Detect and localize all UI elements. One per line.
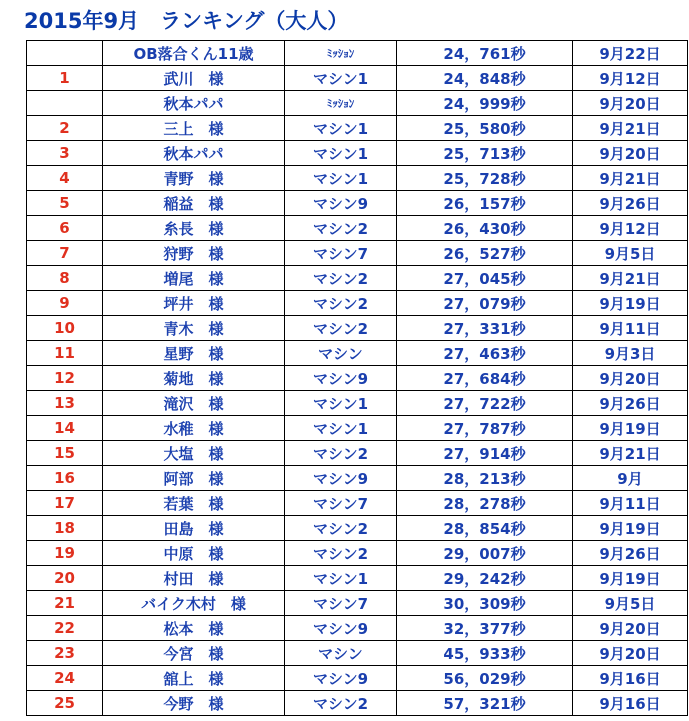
machine-cell: マシン1: [285, 141, 397, 166]
time-cell: 26，157秒: [397, 191, 573, 216]
name-cell: 糸長 様: [103, 216, 285, 241]
name-cell: 三上 様: [103, 116, 285, 141]
rank-cell: [27, 91, 103, 116]
machine-cell: マシン1: [285, 66, 397, 91]
name-cell: 青野 様: [103, 166, 285, 191]
table-row: [27, 366, 688, 391]
name-cell: 青木 様: [103, 316, 285, 341]
machine-cell: マシン: [285, 641, 397, 666]
date-cell: 9月11日: [573, 316, 688, 341]
date-cell: 9月21日: [573, 166, 688, 191]
time-cell: 32，377秒: [397, 616, 573, 641]
name-cell: 秋本パパ: [103, 141, 285, 166]
table-row: [27, 466, 688, 491]
rank-cell: 19: [27, 541, 103, 566]
date-cell: 9月20日: [573, 641, 688, 666]
name-cell: 増尾 様: [103, 266, 285, 291]
name-cell: 大塩 様: [103, 441, 285, 466]
table-row: [27, 91, 688, 116]
date-cell: 9月20日: [573, 616, 688, 641]
table-row: [27, 566, 688, 591]
time-cell: 57，321秒: [397, 691, 573, 716]
ranking-table: [26, 40, 688, 716]
name-cell: 若葉 様: [103, 491, 285, 516]
machine-cell: マシン2: [285, 216, 397, 241]
rank-cell: 13: [27, 391, 103, 416]
time-cell: 27，914秒: [397, 441, 573, 466]
name-cell: 狩野 様: [103, 241, 285, 266]
time-cell: 27，722秒: [397, 391, 573, 416]
date-cell: 9月5日: [573, 241, 688, 266]
time-cell: 28，213秒: [397, 466, 573, 491]
time-cell: 26，527秒: [397, 241, 573, 266]
date-cell: 9月26日: [573, 191, 688, 216]
date-cell: 9月19日: [573, 516, 688, 541]
rank-cell: 6: [27, 216, 103, 241]
date-cell: 9月16日: [573, 691, 688, 716]
rank-cell: 18: [27, 516, 103, 541]
date-cell: 9月21日: [573, 441, 688, 466]
date-cell: 9月21日: [573, 116, 688, 141]
machine-cell: マシン7: [285, 241, 397, 266]
date-cell: 9月3日: [573, 341, 688, 366]
name-cell: 稲益 様: [103, 191, 285, 216]
table-row: [27, 416, 688, 441]
machine-cell: マシン7: [285, 491, 397, 516]
table-row: [27, 41, 688, 66]
machine-cell: マシン9: [285, 191, 397, 216]
rank-cell: 24: [27, 666, 103, 691]
rank-cell: 12: [27, 366, 103, 391]
date-cell: 9月19日: [573, 291, 688, 316]
machine-cell: マシン1: [285, 566, 397, 591]
machine-cell: マシン2: [285, 516, 397, 541]
table-row: [27, 341, 688, 366]
time-cell: 27，045秒: [397, 266, 573, 291]
rank-cell: 20: [27, 566, 103, 591]
name-cell: 舘上 様: [103, 666, 285, 691]
rank-cell: 21: [27, 591, 103, 616]
date-cell: 9月16日: [573, 666, 688, 691]
time-cell: 25，580秒: [397, 116, 573, 141]
rank-cell: 11: [27, 341, 103, 366]
machine-cell: マシン: [285, 341, 397, 366]
name-cell: 滝沢 様: [103, 391, 285, 416]
table-row: [27, 291, 688, 316]
time-cell: 56，029秒: [397, 666, 573, 691]
rank-cell: 17: [27, 491, 103, 516]
time-cell: 45，933秒: [397, 641, 573, 666]
date-cell: 9月12日: [573, 216, 688, 241]
table-row: [27, 516, 688, 541]
rank-cell: 8: [27, 266, 103, 291]
machine-cell: マシン2: [285, 541, 397, 566]
rank-cell: 5: [27, 191, 103, 216]
time-cell: 27，463秒: [397, 341, 573, 366]
name-cell: 田島 様: [103, 516, 285, 541]
table-row: [27, 591, 688, 616]
machine-cell: マシン2: [285, 291, 397, 316]
date-cell: 9月19日: [573, 566, 688, 591]
date-cell: 9月26日: [573, 541, 688, 566]
time-cell: 29，007秒: [397, 541, 573, 566]
date-cell: 9月26日: [573, 391, 688, 416]
ranking-table-body: [27, 41, 688, 716]
name-cell: 中原 様: [103, 541, 285, 566]
rank-cell: 2: [27, 116, 103, 141]
table-row: [27, 166, 688, 191]
rank-cell: 3: [27, 141, 103, 166]
rank-cell: 10: [27, 316, 103, 341]
date-cell: 9月22日: [573, 41, 688, 66]
machine-cell: マシン2: [285, 316, 397, 341]
machine-cell: マシン1: [285, 116, 397, 141]
date-cell: 9月20日: [573, 366, 688, 391]
name-cell: 松本 様: [103, 616, 285, 641]
machine-cell: マシン9: [285, 666, 397, 691]
name-cell: OB落合くん11歳: [103, 41, 285, 66]
name-cell: 水稚 様: [103, 416, 285, 441]
time-cell: 24，848秒: [397, 66, 573, 91]
rank-cell: 23: [27, 641, 103, 666]
date-cell: 9月19日: [573, 416, 688, 441]
table-row: [27, 666, 688, 691]
time-cell: 27，684秒: [397, 366, 573, 391]
table-row: [27, 616, 688, 641]
machine-cell: ﾐｯｼｮﾝ: [285, 91, 397, 116]
rank-cell: 7: [27, 241, 103, 266]
name-cell: 菊地 様: [103, 366, 285, 391]
table-row: [27, 241, 688, 266]
table-row: [27, 491, 688, 516]
date-cell: 9月20日: [573, 91, 688, 116]
time-cell: 24，999秒: [397, 91, 573, 116]
time-cell: 28，854秒: [397, 516, 573, 541]
table-row: [27, 191, 688, 216]
rank-cell: 1: [27, 66, 103, 91]
time-cell: 24，761秒: [397, 41, 573, 66]
machine-cell: マシン9: [285, 466, 397, 491]
table-row: [27, 541, 688, 566]
page-title: 2015年9月 ランキング（大人）: [24, 9, 349, 33]
table-row: [27, 316, 688, 341]
table-row: [27, 391, 688, 416]
name-cell: 星野 様: [103, 341, 285, 366]
machine-cell: マシン2: [285, 266, 397, 291]
name-cell: 坪井 様: [103, 291, 285, 316]
name-cell: バイク木村 様: [103, 591, 285, 616]
rank-cell: 14: [27, 416, 103, 441]
date-cell: 9月5日: [573, 591, 688, 616]
rank-cell: 4: [27, 166, 103, 191]
name-cell: 秋本パパ: [103, 91, 285, 116]
time-cell: 25，728秒: [397, 166, 573, 191]
time-cell: 27，079秒: [397, 291, 573, 316]
table-row: [27, 266, 688, 291]
machine-cell: マシン1: [285, 416, 397, 441]
table-row: [27, 141, 688, 166]
rank-cell: 16: [27, 466, 103, 491]
time-cell: 26，430秒: [397, 216, 573, 241]
time-cell: 27，787秒: [397, 416, 573, 441]
time-cell: 29，242秒: [397, 566, 573, 591]
date-cell: 9月20日: [573, 141, 688, 166]
date-cell: 9月11日: [573, 491, 688, 516]
machine-cell: マシン1: [285, 166, 397, 191]
date-cell: 9月: [573, 466, 688, 491]
table-row: [27, 116, 688, 141]
date-cell: 9月21日: [573, 266, 688, 291]
machine-cell: マシン9: [285, 616, 397, 641]
table-row: [27, 216, 688, 241]
machine-cell: マシン2: [285, 691, 397, 716]
time-cell: 27，331秒: [397, 316, 573, 341]
name-cell: 村田 様: [103, 566, 285, 591]
machine-cell: ﾐｯｼｮﾝ: [285, 41, 397, 66]
date-cell: 9月12日: [573, 66, 688, 91]
table-row: [27, 66, 688, 91]
name-cell: 今宮 様: [103, 641, 285, 666]
table-row: [27, 441, 688, 466]
rank-cell: 15: [27, 441, 103, 466]
rank-cell: 25: [27, 691, 103, 716]
time-cell: 25，713秒: [397, 141, 573, 166]
rank-cell: [27, 41, 103, 66]
machine-cell: マシン9: [285, 366, 397, 391]
name-cell: 阿部 様: [103, 466, 285, 491]
table-row: [27, 691, 688, 716]
rank-cell: 9: [27, 291, 103, 316]
time-cell: 30，309秒: [397, 591, 573, 616]
rank-cell: 22: [27, 616, 103, 641]
machine-cell: マシン2: [285, 441, 397, 466]
machine-cell: マシン7: [285, 591, 397, 616]
name-cell: 今野 様: [103, 691, 285, 716]
time-cell: 28，278秒: [397, 491, 573, 516]
name-cell: 武川 様: [103, 66, 285, 91]
machine-cell: マシン1: [285, 391, 397, 416]
table-row: [27, 641, 688, 666]
